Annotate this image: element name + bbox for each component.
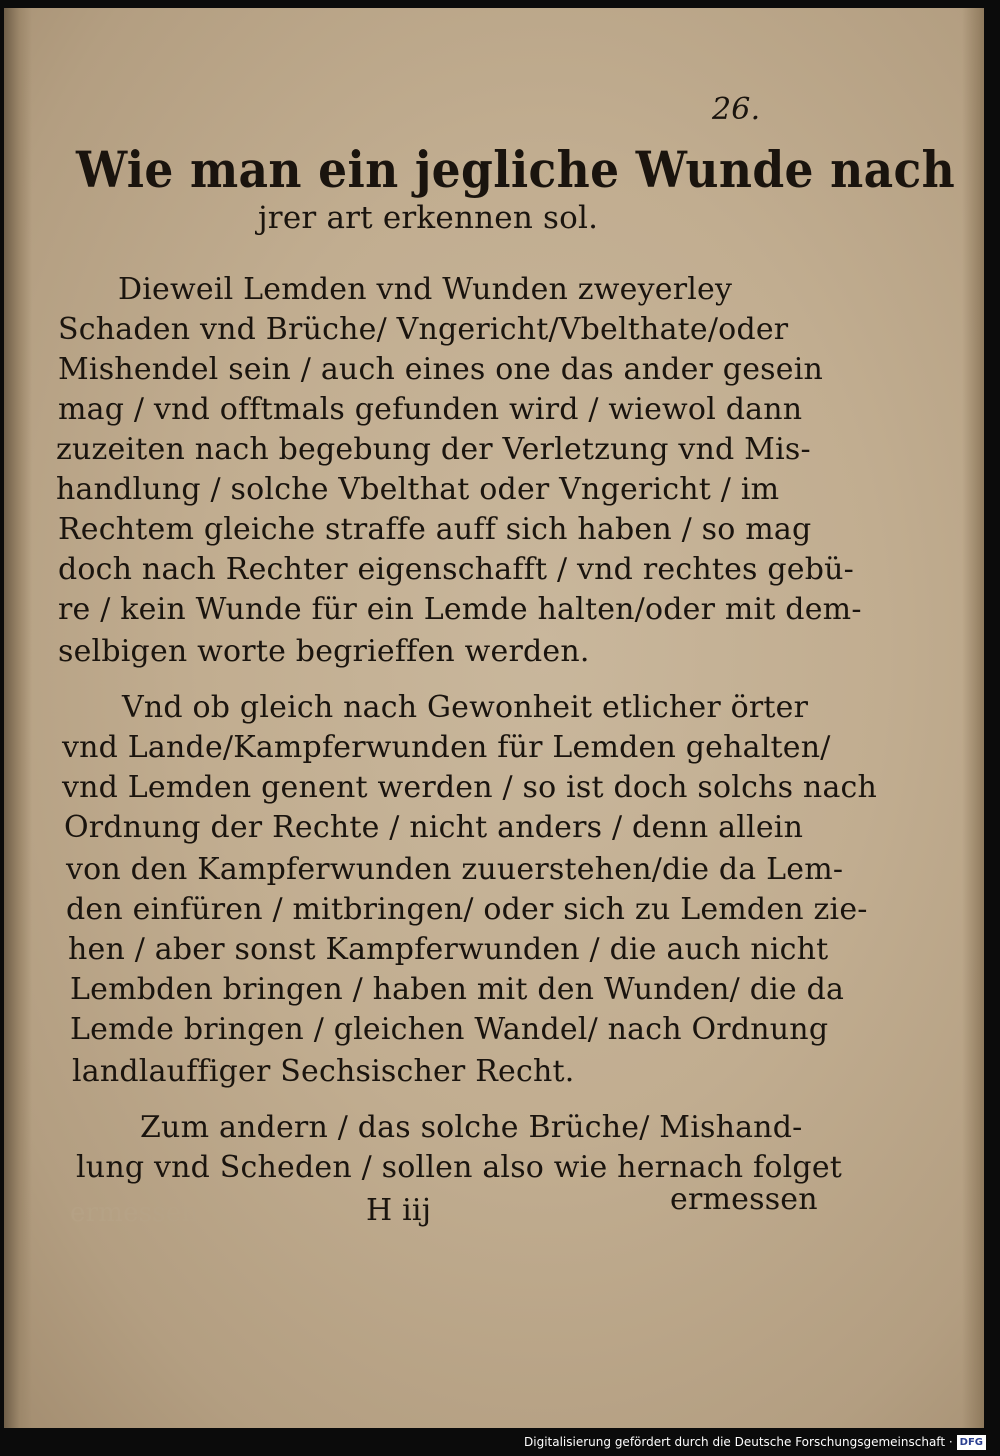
paragraph-1-line-5: zuzeiten nach begebung der Verletzung vnd Mis- [56,432,811,467]
paragraph-2-line-7: hen / aber sonst Kampferwunden / die auch nicht [68,932,829,967]
paragraph-1-line-1: Dieweil Lemden vnd Wunden zweyerley [118,272,733,307]
page-right-edge-shadow [962,8,984,1428]
page-heading-line-1: Wie man ein jegliche Wunde nach [76,140,956,199]
dfg-logo: DFG [957,1435,986,1450]
paragraph-1-line-9: re / kein Wunde für ein Lemde halten/oder mit dem- [58,592,862,627]
catchword: ermessen [670,1182,818,1217]
paragraph-1-line-10: selbigen worte begrieffen werden. [58,634,590,669]
paragraph-2-line-3: vnd Lemden genent werden / so ist doch solchs nach [62,770,878,805]
paragraph-2-line-4: Ordnung der Rechte / nicht anders / denn allein [64,810,804,845]
paragraph-3-line-2: lung vnd Scheden / sollen also wie hernach folget [76,1150,843,1185]
paragraph-2-line-2: vnd Lande/Kampferwunden für Lemden gehalten/ [62,730,831,765]
paragraph-1-line-4: mag / vnd offtmals gefunden wird / wiewol dann [58,392,803,427]
paragraph-1-line-7: Rechtem gleiche straffe auff sich haben / so mag [58,512,812,547]
signature-mark: H iij [366,1193,432,1228]
digitization-footer [524,1432,986,1452]
page-number: 26. [712,92,761,127]
paragraph-2-line-1: Vnd ob gleich nach Gewonheit etlicher örter [122,690,809,725]
paragraph-1-line-2: Schaden vnd Brüche/ Vngericht/Vbelthate/oder [58,312,789,347]
paragraph-3-line-1: Zum andern / das solche Brüche/ Mishand- [140,1110,803,1145]
paragraph-2-line-9: Lemde bringen / gleichen Wandel/ nach Ordnung [70,1012,829,1047]
show-through-text: ermessen [70,1198,199,1228]
paragraph-1-line-3: Mishendel sein / auch eines one das ander gesein [58,352,824,387]
paragraph-1-line-6: handlung / solche Vbelthat oder Vngericht / im [56,472,780,507]
footer-credit-text: Digitalisierung gefördert durch die Deutsche Forschungsgemeinschaft · [524,1435,953,1449]
page-heading-line-2: jrer art erkennen sol. [258,200,599,236]
paragraph-2-line-8: Lembden bringen / haben mit den Wunden/ die da [70,972,845,1007]
paragraph-2-line-10: landlauffiger Sechsischer Recht. [72,1054,575,1089]
page-gutter-shadow [4,8,32,1428]
paragraph-1-line-8: doch nach Rechter eigenschafft / vnd rechtes gebü- [58,552,855,587]
paragraph-2-line-5: von den Kampferwunden zuuerstehen/die da Lem- [66,852,844,887]
paragraph-2-line-6: den einfüren / mitbringen/ oder sich zu Lemden zie- [66,892,868,927]
